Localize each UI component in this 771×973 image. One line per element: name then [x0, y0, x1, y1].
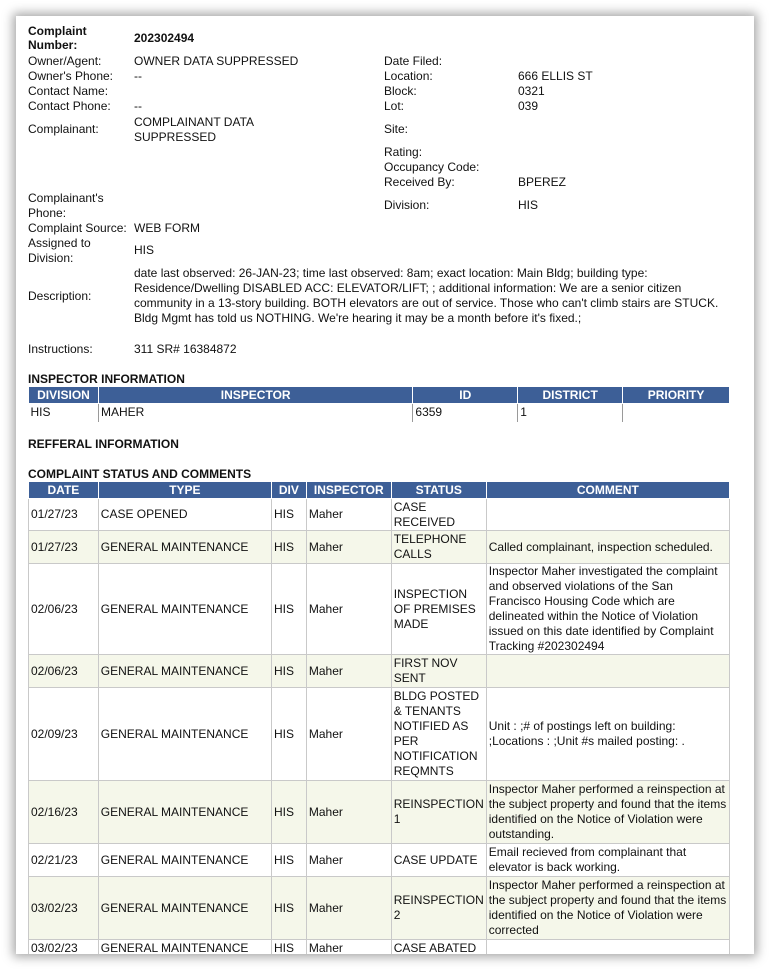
column-header-status: STATUS	[391, 482, 486, 499]
row-inspector: Maher	[306, 499, 391, 531]
inspector-priority	[623, 404, 730, 422]
column-header-district: DISTRICT	[518, 387, 623, 404]
row-status: CASE UPDATE	[391, 844, 486, 877]
rating-label: Rating:	[384, 145, 423, 159]
row-status: BLDG POSTED & TENANTS NOTIFIED AS PER NOTIFICATION REQMNTS	[391, 688, 486, 781]
complaint-source-value: WEB FORM	[134, 221, 200, 235]
row-date: 02/09/23	[29, 688, 99, 781]
complainant-value-line2: SUPPRESSED	[134, 130, 217, 144]
row-status: REINSPECTION 2	[391, 877, 486, 940]
row-status: REINSPECTION 1	[391, 781, 486, 844]
row-comment: Inspector Maher performed a reinspection at the subject property and found that the items identified on the Notice of Violation were corrected	[486, 877, 729, 940]
row-inspector: Maher	[306, 940, 391, 955]
row-div: HIS	[271, 499, 306, 531]
description-line-2: Residence/Dwelling DISABLED ACC: ELEVATOR/LIFT; ; additional information: We are a senior citizen	[134, 281, 682, 295]
column-header-id: ID	[413, 387, 518, 404]
owners-phone-label: Owner's Phone:	[28, 69, 114, 83]
inspector-row	[29, 404, 730, 422]
complaint-source-label: Complaint Source:	[28, 221, 127, 235]
lot-label: Lot:	[384, 99, 405, 113]
row-type: GENERAL MAINTENANCE	[98, 877, 271, 940]
assigned-division-value: HIS	[134, 243, 155, 257]
column-header-date: DATE	[29, 482, 99, 499]
table-row	[29, 531, 730, 564]
row-date: 02/21/23	[29, 844, 99, 877]
inspector-id: 6359	[413, 404, 518, 422]
row-div: HIS	[271, 655, 306, 688]
row-inspector: Maher	[306, 531, 391, 564]
description-line-4: Bldg Mgmt has told us NOTHING. We're hearing it may be a month before it's fixed.;	[134, 311, 582, 325]
row-status: CASE ABATED	[391, 940, 486, 955]
column-header-div: DIV	[271, 482, 306, 499]
row-type: GENERAL MAINTENANCE	[98, 564, 271, 655]
inspector-name: MAHER	[98, 404, 412, 422]
lot-value: 039	[518, 99, 539, 113]
row-div: HIS	[271, 844, 306, 877]
instructions-label: Instructions:	[28, 342, 93, 356]
table-row	[29, 564, 730, 655]
row-comment	[486, 499, 729, 531]
column-header-comment: COMMENT	[486, 482, 729, 499]
inspector-district: 1	[518, 404, 623, 422]
inspector-information-title: INSPECTOR INFORMATION	[28, 372, 185, 386]
table-row	[29, 877, 730, 940]
owner-agent-value: OWNER DATA SUPPRESSED	[134, 54, 299, 68]
row-inspector: Maher	[306, 655, 391, 688]
row-div: HIS	[271, 564, 306, 655]
complainant-label: Complainant:	[28, 122, 99, 136]
location-value: 666 ELLIS ST	[518, 69, 593, 83]
row-status: FIRST NOV SENT	[391, 655, 486, 688]
row-div: HIS	[271, 781, 306, 844]
row-date: 02/06/23	[29, 564, 99, 655]
block-label: Block:	[384, 84, 417, 98]
received-by-value: BPEREZ	[518, 175, 567, 189]
table-row	[29, 499, 730, 531]
column-header-inspector: INSPECTOR	[98, 387, 412, 404]
referral-information-title: REFFERAL INFORMATION	[28, 437, 179, 451]
complaint-number-label: Complaint Number:	[28, 24, 87, 52]
date-filed-label: Date Filed:	[384, 54, 443, 68]
row-type: GENERAL MAINTENANCE	[98, 940, 271, 955]
row-comment	[486, 655, 729, 688]
row-comment	[486, 940, 729, 955]
site-label: Site:	[384, 122, 409, 136]
row-comment: Inspector Maher investigated the complaint and observed violations of the San Francisco Housing Code which are delineated within the Notice of Violation issued on this date identified by Complaint Tracking #202302494	[486, 564, 729, 655]
row-date: 02/06/23	[29, 655, 99, 688]
owner-agent-label: Owner/Agent:	[28, 54, 102, 68]
row-status: INSPECTION OF PREMISES MADE	[391, 564, 486, 655]
contact-phone-value: --	[134, 99, 142, 113]
division-label: Division:	[384, 198, 430, 212]
column-header-type: TYPE	[98, 482, 271, 499]
assigned-division-label-2: Division:	[28, 251, 74, 265]
row-type: GENERAL MAINTENANCE	[98, 781, 271, 844]
row-date: 01/27/23	[29, 499, 99, 531]
complainants-phone-label-1: Complainant's	[28, 191, 104, 205]
column-header-division: DIVISION	[29, 387, 99, 404]
contact-name-label: Contact Name:	[28, 84, 109, 98]
owners-phone-value: --	[134, 69, 142, 83]
table-row	[29, 781, 730, 844]
row-inspector: Maher	[306, 564, 391, 655]
block-value: 0321	[518, 84, 545, 98]
row-inspector: Maher	[306, 688, 391, 781]
row-date: 03/02/23	[29, 940, 99, 955]
row-inspector: Maher	[306, 877, 391, 940]
row-date: 02/16/23	[29, 781, 99, 844]
row-type: CASE OPENED	[98, 499, 271, 531]
description-line-3: community in a 13-story building. BOTH elevators are out of service. Those who can't climb stairs are STUCK.	[134, 296, 719, 310]
received-by-label: Received By:	[384, 175, 455, 189]
row-div: HIS	[271, 877, 306, 940]
complaint-status-title: COMPLAINT STATUS AND COMMENTS	[28, 467, 252, 481]
table-row	[29, 655, 730, 688]
table-row	[29, 844, 730, 877]
complaint-status-table	[28, 481, 730, 954]
inspector-table-header	[29, 387, 730, 404]
row-date: 03/02/23	[29, 877, 99, 940]
row-inspector: Maher	[306, 781, 391, 844]
complainants-phone-label-2: Phone:	[28, 206, 67, 220]
column-header-inspector: INSPECTOR	[306, 482, 391, 499]
row-comment: Unit : ;# of postings left on building: ;Locations : ;Unit #s mailed posting: .	[486, 688, 729, 781]
instructions-value: 311 SR# 16384872	[134, 342, 237, 356]
row-comment: Email recieved from complainant that elevator is back working.	[486, 844, 729, 877]
complainant-value-line1: COMPLAINANT DATA	[134, 115, 255, 129]
row-div: HIS	[271, 688, 306, 781]
row-div: HIS	[271, 531, 306, 564]
row-type: GENERAL MAINTENANCE	[98, 688, 271, 781]
row-comment: Called complainant, inspection scheduled.	[486, 531, 729, 564]
occupancy-code-label: Occupancy Code:	[384, 160, 480, 174]
row-type: GENERAL MAINTENANCE	[98, 531, 271, 564]
row-status: CASE RECEIVED	[391, 499, 486, 531]
division-value: HIS	[518, 198, 539, 212]
row-type: GENERAL MAINTENANCE	[98, 844, 271, 877]
row-status: TELEPHONE CALLS	[391, 531, 486, 564]
assigned-division-label-1: Assigned to	[28, 236, 91, 250]
row-inspector: Maher	[306, 844, 391, 877]
location-label: Location:	[384, 69, 433, 83]
description-line-1: date last observed: 26-JAN-23; time last observed: 8am; exact location: Main Bldg; building type:	[134, 266, 648, 280]
table-row	[29, 688, 730, 781]
complaint-document	[16, 16, 754, 954]
row-date: 01/27/23	[29, 531, 99, 564]
column-header-priority: PRIORITY	[623, 387, 730, 404]
inspector-division: HIS	[29, 404, 99, 422]
description-label: Description:	[28, 289, 92, 303]
complaint-number: 202302494	[134, 31, 195, 45]
table-row	[29, 940, 730, 955]
row-div: HIS	[271, 940, 306, 955]
status-table-header	[29, 482, 730, 499]
row-comment: Inspector Maher performed a reinspection at the subject property and found that the items identified on the Notice of Violation were outstanding.	[486, 781, 729, 844]
contact-phone-label: Contact Phone:	[28, 99, 111, 113]
row-type: GENERAL MAINTENANCE	[98, 655, 271, 688]
inspector-table	[28, 386, 730, 422]
